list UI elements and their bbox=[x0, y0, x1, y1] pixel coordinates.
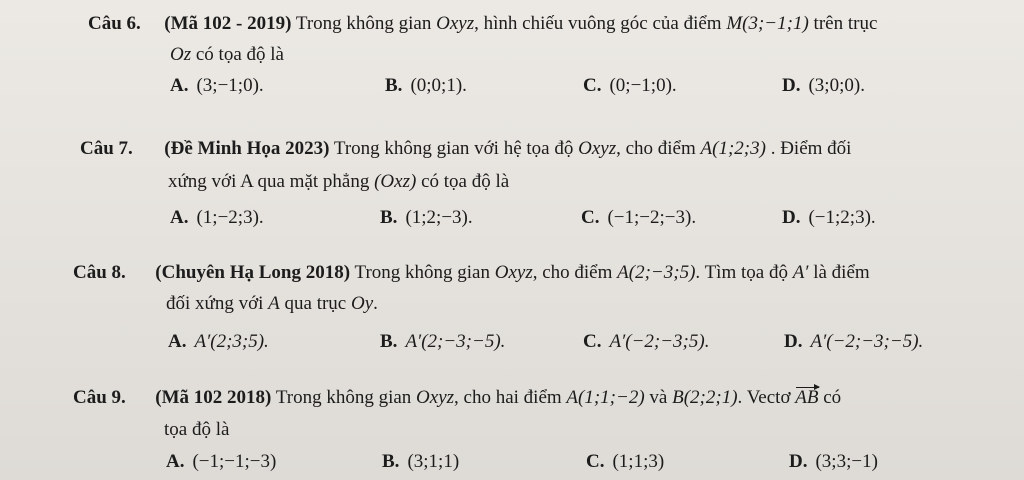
option-value: A′(−2;−3;−5). bbox=[810, 331, 924, 352]
math-var: (Oxz) bbox=[374, 171, 417, 192]
math-point: A(2;−3;5) bbox=[617, 262, 696, 283]
math-point: A(1;1;−2) bbox=[566, 387, 645, 408]
option-c[interactable] bbox=[583, 74, 677, 98]
option-value: (3;0;0). bbox=[808, 75, 865, 96]
question-source: (Chuyên Hạ Long 2018) bbox=[155, 262, 351, 283]
option-c[interactable] bbox=[586, 450, 664, 474]
option-b[interactable] bbox=[382, 450, 459, 474]
question-source: (Đề Minh Họa 2023) bbox=[164, 138, 330, 159]
math-point: B(2;2;1) bbox=[672, 387, 738, 408]
option-value: (1;−2;3). bbox=[196, 207, 264, 228]
option-value: A′(2;3;5). bbox=[194, 331, 269, 352]
option-d[interactable] bbox=[782, 206, 876, 230]
question-text: . Vectơ bbox=[737, 387, 791, 408]
option-d[interactable] bbox=[789, 450, 878, 474]
option-c[interactable] bbox=[581, 206, 696, 230]
question-7-line-2 bbox=[168, 170, 509, 194]
option-label: A. bbox=[170, 75, 189, 96]
math-var: Oy bbox=[351, 293, 374, 314]
question-text: xứng với A qua mặt phẳng bbox=[168, 171, 370, 192]
question-6-line-1 bbox=[88, 12, 877, 36]
option-label: A. bbox=[170, 207, 189, 228]
question-text: có bbox=[823, 387, 842, 408]
option-value: (3;−1;0). bbox=[196, 75, 264, 96]
option-a[interactable] bbox=[170, 74, 264, 98]
option-label: D. bbox=[782, 207, 801, 228]
option-label: D. bbox=[784, 331, 803, 352]
question-8-line-2 bbox=[166, 292, 378, 316]
option-value: (1;1;3) bbox=[612, 451, 665, 472]
option-label: B. bbox=[380, 207, 398, 228]
option-label: A. bbox=[168, 331, 187, 352]
question-9-line-1 bbox=[73, 386, 841, 410]
option-value: (−1;−2;−3). bbox=[607, 207, 697, 228]
option-value: (−1;−1;−3) bbox=[192, 451, 277, 472]
question-text: , cho điểm bbox=[532, 262, 613, 283]
question-text: , cho hai điểm bbox=[454, 387, 562, 408]
question-text: tọa độ là bbox=[164, 419, 230, 440]
option-d[interactable] bbox=[782, 74, 865, 98]
option-label: B. bbox=[380, 331, 398, 352]
option-label: D. bbox=[782, 75, 801, 96]
question-text: trên trục bbox=[813, 13, 878, 34]
question-text: là điểm bbox=[813, 262, 870, 283]
math-var: Oxyz bbox=[494, 262, 533, 283]
option-value: A′(2;−3;−5). bbox=[405, 331, 506, 352]
math-var: Oxyz bbox=[436, 13, 475, 34]
option-value: (0;−1;0). bbox=[609, 75, 677, 96]
math-point: M(3;−1;1) bbox=[726, 13, 809, 34]
question-text: . Điểm đối bbox=[770, 138, 852, 159]
question-7-line-1 bbox=[80, 137, 851, 161]
option-a[interactable] bbox=[166, 450, 276, 474]
option-value: A′(−2;−3;5). bbox=[609, 331, 710, 352]
option-c[interactable] bbox=[583, 330, 709, 354]
question-text: và bbox=[649, 387, 668, 408]
option-d[interactable] bbox=[784, 330, 923, 354]
option-label: A. bbox=[166, 451, 185, 472]
question-number: Câu 9. bbox=[73, 387, 126, 408]
option-label: C. bbox=[583, 75, 602, 96]
option-label: B. bbox=[385, 75, 403, 96]
option-label: C. bbox=[586, 451, 605, 472]
question-6-line-2 bbox=[170, 43, 284, 67]
option-value: (0;0;1). bbox=[410, 75, 467, 96]
option-b[interactable] bbox=[385, 74, 467, 98]
math-var: A bbox=[268, 293, 280, 314]
math-var: Oz bbox=[170, 44, 192, 65]
option-label: C. bbox=[583, 331, 602, 352]
question-text: . bbox=[373, 293, 378, 314]
question-text: qua trục bbox=[284, 293, 347, 314]
question-8-line-1 bbox=[73, 261, 870, 285]
option-value: (3;3;−1) bbox=[815, 451, 878, 472]
question-number: Câu 7. bbox=[80, 138, 133, 159]
question-text: có tọa độ là bbox=[421, 171, 510, 192]
option-value: (3;1;1) bbox=[407, 451, 460, 472]
option-label: C. bbox=[581, 207, 600, 228]
question-text: Trong không gian bbox=[354, 262, 490, 283]
option-a[interactable] bbox=[168, 330, 269, 354]
question-text: đối xứng với bbox=[166, 293, 264, 314]
option-value: (−1;2;3). bbox=[808, 207, 876, 228]
option-a[interactable] bbox=[170, 206, 264, 230]
question-text: , hình chiếu vuông góc của điểm bbox=[474, 13, 722, 34]
question-source: (Mã 102 2018) bbox=[155, 387, 272, 408]
question-text: . Tìm tọa độ bbox=[695, 262, 788, 283]
math-var: Oxyz bbox=[416, 387, 455, 408]
math-point: A(1;2;3) bbox=[700, 138, 766, 159]
option-label: B. bbox=[382, 451, 400, 472]
option-b[interactable] bbox=[380, 206, 473, 230]
math-var: Oxyz bbox=[578, 138, 617, 159]
question-number: Câu 6. bbox=[88, 13, 141, 34]
vector-ab: AB bbox=[795, 387, 819, 408]
question-source: (Mã 102 - 2019) bbox=[164, 13, 292, 34]
option-value: (1;2;−3). bbox=[405, 207, 473, 228]
math-var: A′ bbox=[792, 262, 809, 283]
question-text: Trong không gian bbox=[295, 13, 432, 34]
question-9-line-2 bbox=[164, 418, 229, 442]
question-number: Câu 8. bbox=[73, 262, 126, 283]
question-text: có tọa độ là bbox=[195, 44, 284, 65]
question-text: , cho điểm bbox=[616, 138, 696, 159]
option-b[interactable] bbox=[380, 330, 505, 354]
question-text: Trong không gian với hệ tọa độ bbox=[333, 138, 574, 159]
question-text: Trong không gian bbox=[275, 387, 412, 408]
option-label: D. bbox=[789, 451, 808, 472]
